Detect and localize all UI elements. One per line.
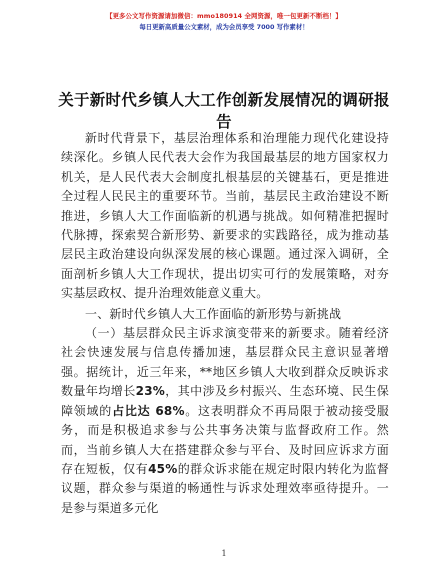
document-title: 关于新时代乡镇人大工作创新发展情况的调研报告: [58, 91, 390, 131]
promo-banner: [0, 11, 448, 32]
promo-banner-line-1: 【更多公文写作资源请加微信：mmo180914 全网资源，唯一包更新不断档！】: [106, 12, 342, 20]
paragraph-text-a: 随着经济社会快速发展与信息传播加速，基层群众民主意识显著增强。据统计，近三年来，**地区乡镇人大收到群众反映诉求数量年均增长: [61, 326, 389, 399]
promo-banner-line-2: 每日更新高质量公文素材，成为会员享受 7000 写作素材！: [139, 23, 309, 31]
page-number: 1: [221, 549, 227, 558]
paragraph-text-b: ，其中涉及乡村振兴、生态环境、民生保障领域的: [61, 384, 389, 418]
subsection-heading-1: （一）基层群众民主诉求演变带来的新要求。: [85, 326, 339, 341]
stat-conversion-rate: 45%: [148, 461, 178, 476]
document-body: [61, 129, 389, 518]
stat-share-68: 占比达 68%: [112, 403, 185, 418]
stat-annual-growth: 23%: [135, 384, 165, 399]
paragraph-text-d: 的群众诉求能在规定时限内转化为监督议题，群众参与渠道的畅通性与诉求处理效率亟待提升。一是参与渠道多元化: [61, 461, 390, 515]
section-heading-1: 一、新时代乡镇人大工作面临的新形势与新挑战: [85, 306, 342, 321]
subsection-paragraph-1: [61, 324, 389, 518]
intro-paragraph: 新时代背景下，基层治理体系和治理能力现代化建设持续深化。乡镇人民代表大会作为我国最基层的地方国家权力机关，是人民代表大会制度扎根基层的关键基石，更是推进全过程人民民主的重要环节。当前，基层民主政治建设不断推进，乡镇人大工作面临新的机遇与挑战。如何精准把握时代脉搏，探索契合新形势、新要求的实践路径，成为推动基层民主政治建设向纵深发展的核心课题。通过深入调研，全面剖析乡镇人大工作现状，提出切实可行的发展策略，对夯实基层政权、提升治理效能意义重大。: [61, 131, 389, 301]
paragraph-text-c: 。这表明群众不再局限于被动接受服务，而是积极追求参与公共事务决策与监督政府工作。然而，当前乡镇人大在搭建群众参与平台、及时回应诉求方面存在短板，仅有: [61, 403, 390, 476]
